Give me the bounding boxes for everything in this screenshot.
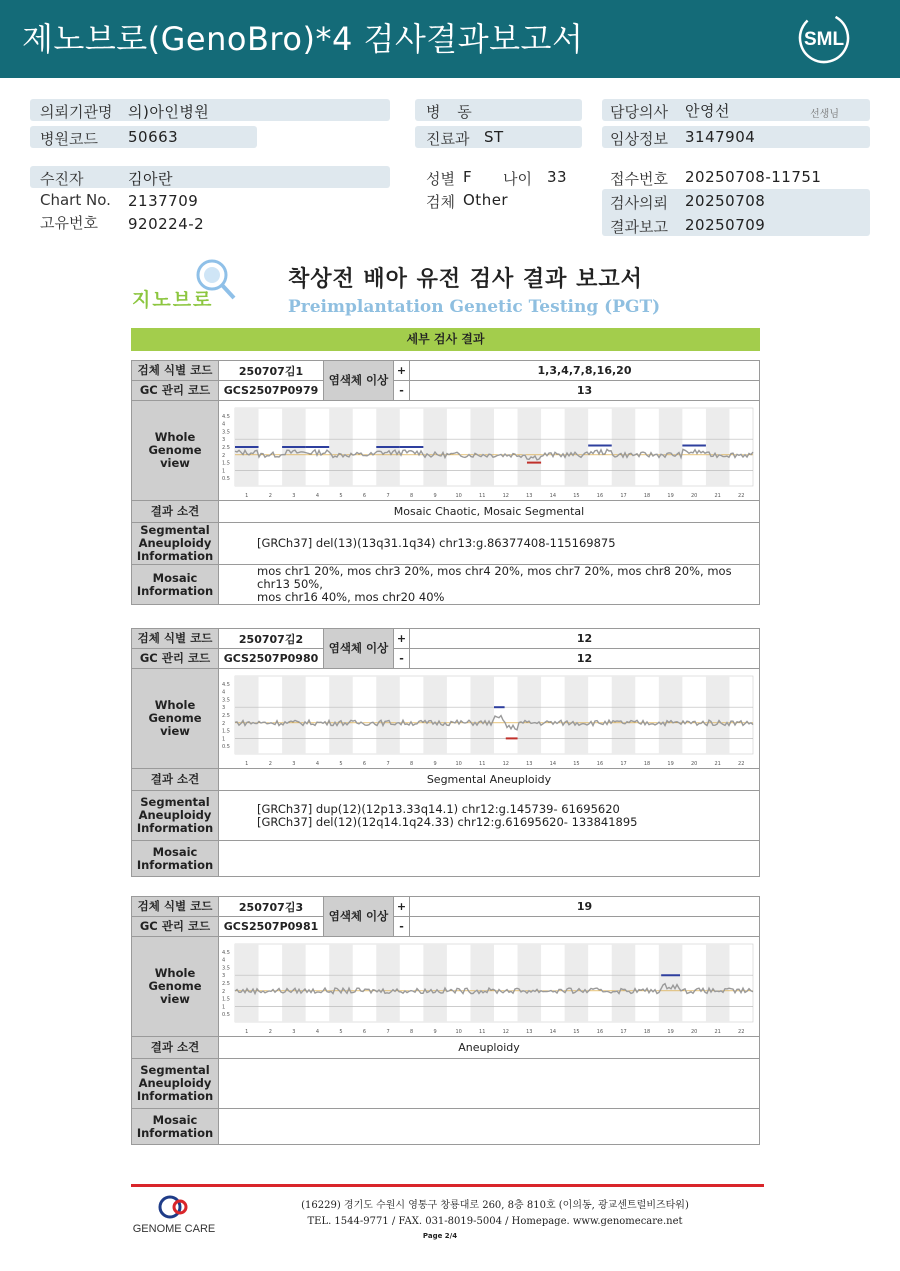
x-tick-label: 18 xyxy=(643,760,651,767)
y-tick-label: 4.5 xyxy=(222,681,230,688)
chromosome-band xyxy=(470,676,494,754)
x-tick-label: 4 xyxy=(315,492,320,499)
x-tick-label: 16 xyxy=(596,1028,604,1035)
y-tick-label: 3.5 xyxy=(222,964,230,971)
x-tick-label: 13 xyxy=(526,1028,533,1035)
x-tick-label: 20 xyxy=(690,492,698,499)
gc-code: GCS2507P0979 xyxy=(219,381,324,401)
x-tick-label: 3 xyxy=(292,760,296,767)
chromosome-band xyxy=(518,944,542,1022)
chromosome-band xyxy=(282,944,306,1022)
report-value: 20250709 xyxy=(685,216,766,234)
y-tick-label: 3 xyxy=(222,972,226,979)
x-tick-label: 4 xyxy=(315,760,320,767)
result-value: Mosaic Chaotic, Mosaic Segmental xyxy=(219,501,760,523)
whole-genome-label: Whole Genome view xyxy=(132,669,219,769)
x-tick-label: 2 xyxy=(268,760,272,767)
chromosome-band xyxy=(706,676,730,754)
gc-code-label: GC 관리 코드 xyxy=(132,381,219,401)
chromosome-band xyxy=(518,676,542,754)
x-tick-label: 17 xyxy=(620,492,627,499)
sample-block-1 xyxy=(131,360,760,605)
report-header xyxy=(0,0,900,78)
chromosome-band xyxy=(612,944,636,1022)
x-tick-label: 11 xyxy=(479,492,486,499)
abnormal-label: 염색체 이상 xyxy=(324,629,394,669)
x-tick-label: 10 xyxy=(455,492,462,499)
segmental-label: Segmental Aneuploidy Information xyxy=(132,791,219,841)
x-tick-label: 11 xyxy=(479,1028,486,1035)
x-tick-label: 16 xyxy=(596,492,604,499)
x-tick-label: 3 xyxy=(292,492,296,499)
result-value: Segmental Aneuploidy xyxy=(219,769,760,791)
x-tick-label: 9 xyxy=(433,492,437,499)
doctor-suffix: 선생님 xyxy=(810,109,839,120)
x-tick-label: 18 xyxy=(643,492,651,499)
x-tick-label: 9 xyxy=(433,1028,437,1035)
report-label: 결과보고 xyxy=(610,218,668,236)
unique-no-label: 고유번호 xyxy=(40,214,98,232)
gc-code: GCS2507P0981 xyxy=(219,917,324,937)
minus-sign: - xyxy=(394,917,410,937)
patient-row-bg xyxy=(30,166,390,188)
x-tick-label: 6 xyxy=(362,1028,367,1035)
plus-sign: + xyxy=(394,897,410,917)
footer-divider xyxy=(131,1184,764,1187)
plus-chromosomes: 19 xyxy=(410,897,760,917)
unique-no-value: 920224-2 xyxy=(128,215,205,233)
y-tick-label: 1.5 xyxy=(222,996,230,1003)
patient-label: 수진자 xyxy=(40,170,84,188)
mosaic-line-1: mos chr1 20%, mos chr3 20%, mos chr4 20%, mos chr7 20%, mos chr8 20%, mos chr13 50%, xyxy=(257,564,732,591)
mosaic-label: Mosaic Information xyxy=(132,1109,219,1145)
mosaic-value xyxy=(219,841,760,877)
segmental-label: Segmental Aneuploidy Information xyxy=(132,523,219,565)
x-tick-label: 6 xyxy=(362,760,367,767)
segmental-line-1: [GRCh37] del(13)(13q31.1q34) chr13:g.86377408-115169875 xyxy=(257,536,616,550)
chart-no-label: Chart No. xyxy=(40,191,111,209)
x-tick-label: 10 xyxy=(455,1028,462,1035)
chart-no-value: 2137709 xyxy=(128,192,199,210)
y-tick-label: 4 xyxy=(222,421,226,428)
sample-block-3 xyxy=(131,896,760,1145)
ward-label: 병 동 xyxy=(426,103,478,121)
x-tick-label: 22 xyxy=(738,760,745,767)
abnormal-label: 염색체 이상 xyxy=(324,897,394,937)
sample-code: 250707김3 xyxy=(219,897,324,917)
y-tick-label: 4 xyxy=(222,689,226,696)
x-tick-label: 16 xyxy=(596,760,604,767)
x-tick-label: 14 xyxy=(549,1028,557,1035)
x-tick-label: 21 xyxy=(714,1028,721,1035)
whole-genome-cell xyxy=(219,401,760,501)
chromosome-band xyxy=(423,944,447,1022)
result-label: 결과 소견 xyxy=(132,769,219,791)
segmental-line-2: [GRCh37] del(12)(12q14.1q24.33) chr12:g.61695620- 133841895 xyxy=(257,814,638,829)
hospital-code-label: 병원코드 xyxy=(40,130,98,148)
x-tick-label: 5 xyxy=(339,760,343,767)
x-tick-label: 5 xyxy=(339,492,343,499)
genome-care-logo xyxy=(124,1194,224,1238)
y-tick-label: 1 xyxy=(222,1003,226,1010)
x-tick-label: 12 xyxy=(502,492,509,499)
chromosome-band xyxy=(282,676,306,754)
mosaic-value xyxy=(219,1109,760,1145)
x-tick-label: 12 xyxy=(502,760,509,767)
request-value: 20250708 xyxy=(685,192,766,210)
y-tick-label: 3.5 xyxy=(222,696,230,703)
x-tick-label: 19 xyxy=(667,492,674,499)
receipt-label: 접수번호 xyxy=(610,170,668,188)
minus-chromosomes xyxy=(410,917,760,937)
sample-code: 250707김2 xyxy=(219,629,324,649)
x-tick-label: 2 xyxy=(268,1028,272,1035)
section-title: 세부 검사 결과 xyxy=(131,328,760,351)
x-tick-label: 20 xyxy=(690,760,698,767)
x-tick-label: 1 xyxy=(245,1028,249,1035)
chromosome-band xyxy=(659,676,683,754)
chromosome-band xyxy=(329,944,353,1022)
plus-sign: + xyxy=(394,361,410,381)
hospital-value: 의)아인병원 xyxy=(128,103,210,121)
chromosome-band xyxy=(659,408,683,486)
x-tick-label: 4 xyxy=(315,1028,320,1035)
chromosome-band xyxy=(423,676,447,754)
chromosome-band xyxy=(612,676,636,754)
mosaic-line-2: mos chr16 40%, mos chr20 40% xyxy=(257,590,445,604)
y-tick-label: 2.5 xyxy=(222,712,230,719)
x-tick-label: 19 xyxy=(667,1028,674,1035)
x-tick-label: 22 xyxy=(738,1028,745,1035)
whole-genome-label: Whole Genome view xyxy=(132,937,219,1037)
segmental-line-1: [GRCh37] dup(12)(12p13.33q14.1) chr12:g.145739- 61695620 xyxy=(257,801,620,816)
sample-code-label: 검체 식별 코드 xyxy=(132,897,219,917)
x-tick-label: 15 xyxy=(573,492,580,499)
abnormal-label: 염색체 이상 xyxy=(324,361,394,401)
x-tick-label: 7 xyxy=(386,1028,390,1035)
y-tick-label: 3 xyxy=(222,704,226,711)
segmental-value xyxy=(219,791,760,841)
genobro-logo xyxy=(130,254,245,314)
gc-code: GCS2507P0980 xyxy=(219,649,324,669)
plus-chromosomes: 1,3,4,7,8,16,20 xyxy=(410,361,760,381)
whole-genome-cell xyxy=(219,937,760,1037)
minus-chromosomes: 12 xyxy=(410,649,760,669)
y-tick-label: 4.5 xyxy=(222,413,230,420)
pgt-title-ko: 착상전 배아 유전 검사 결과 보고서 xyxy=(288,267,643,292)
chromosome-band xyxy=(706,944,730,1022)
y-tick-label: 2 xyxy=(222,452,226,459)
y-tick-label: 4 xyxy=(222,957,226,964)
y-tick-label: 4.5 xyxy=(222,949,230,956)
x-tick-label: 8 xyxy=(409,492,414,499)
x-tick-label: 6 xyxy=(362,492,367,499)
y-tick-label: 2 xyxy=(222,988,226,995)
x-tick-label: 11 xyxy=(479,760,486,767)
clinical-value: 3147904 xyxy=(685,128,756,146)
chromosome-band xyxy=(376,944,400,1022)
x-tick-label: 21 xyxy=(714,760,721,767)
x-tick-label: 5 xyxy=(339,1028,343,1035)
result-label: 결과 소견 xyxy=(132,501,219,523)
mosaic-value xyxy=(219,565,760,605)
patient-value: 김아란 xyxy=(128,170,173,188)
y-tick-label: 1 xyxy=(222,735,226,742)
chromosome-band xyxy=(565,676,589,754)
dept-label: 진료과 xyxy=(426,130,470,148)
x-tick-label: 22 xyxy=(738,492,745,499)
sml-logo xyxy=(796,12,852,64)
mosaic-label: Mosaic Information xyxy=(132,841,219,877)
footer-address-block xyxy=(300,1198,690,1230)
chromosome-band xyxy=(423,408,447,486)
x-tick-label: 7 xyxy=(386,492,390,499)
y-tick-label: 1 xyxy=(222,467,226,474)
plus-chromosomes: 12 xyxy=(410,629,760,649)
segmental-value xyxy=(219,1059,760,1109)
specimen-label: 검체 xyxy=(426,193,455,211)
gc-code-label: GC 관리 코드 xyxy=(132,649,219,669)
chromosome-band xyxy=(329,676,353,754)
minus-chromosomes: 13 xyxy=(410,381,760,401)
pgt-title-en: Preimplantation Genetic Testing (PGT) xyxy=(288,297,661,317)
plus-sign: + xyxy=(394,629,410,649)
y-tick-label: 3 xyxy=(222,436,226,443)
age-label: 나이 xyxy=(503,170,532,188)
x-tick-label: 3 xyxy=(292,1028,296,1035)
sample-code-label: 검체 식별 코드 xyxy=(132,361,219,381)
receipt-value: 20250708-11751 xyxy=(685,168,822,186)
dept-value: ST xyxy=(484,128,504,146)
request-label: 검사의뢰 xyxy=(610,194,668,212)
chromosome-band xyxy=(470,408,494,486)
segmental-label: Segmental Aneuploidy Information xyxy=(132,1059,219,1109)
sample-code-label: 검체 식별 코드 xyxy=(132,629,219,649)
footer-address: (16229) 경기도 수원시 영통구 창룡대로 260, 8층 810호 (이의동, 광교센트럴비즈타워) xyxy=(301,1200,689,1211)
result-value: Aneuploidy xyxy=(219,1037,760,1059)
x-tick-label: 20 xyxy=(690,1028,698,1035)
mosaic-label: Mosaic Information xyxy=(132,565,219,605)
doctor-label: 담당의사 xyxy=(610,103,668,121)
specimen-value: Other xyxy=(463,191,509,209)
minus-sign: - xyxy=(394,381,410,401)
chromosome-band xyxy=(565,944,589,1022)
chromosome-band xyxy=(518,408,542,486)
chromosome-band xyxy=(329,408,353,486)
chromosome-band xyxy=(235,944,259,1022)
x-tick-label: 15 xyxy=(573,1028,580,1035)
x-tick-label: 8 xyxy=(409,1028,414,1035)
x-tick-label: 7 xyxy=(386,760,390,767)
x-tick-label: 13 xyxy=(526,492,533,499)
x-tick-label: 18 xyxy=(643,1028,651,1035)
x-tick-label: 17 xyxy=(620,1028,627,1035)
y-tick-label: 0.5 xyxy=(222,1011,230,1018)
y-tick-label: 2.5 xyxy=(222,980,230,987)
chromosome-band xyxy=(565,408,589,486)
age-value: 33 xyxy=(547,168,568,186)
x-tick-label: 13 xyxy=(526,760,533,767)
chromosome-band xyxy=(376,676,400,754)
genome-plot xyxy=(219,938,759,1036)
page-number: Page 2/4 xyxy=(422,1232,458,1240)
x-tick-label: 1 xyxy=(245,760,249,767)
clinical-label: 임상정보 xyxy=(610,130,668,148)
minus-sign: - xyxy=(394,649,410,669)
genome-plot xyxy=(219,402,759,500)
x-tick-label: 15 xyxy=(573,760,580,767)
x-tick-label: 12 xyxy=(502,1028,509,1035)
sex-label: 성별 xyxy=(426,170,455,188)
x-tick-label: 1 xyxy=(245,492,249,499)
chromosome-band xyxy=(235,676,259,754)
x-tick-label: 10 xyxy=(455,760,462,767)
chromosome-band xyxy=(470,944,494,1022)
genobro-logo-text: 지노브로 xyxy=(132,289,214,311)
gc-code-label: GC 관리 코드 xyxy=(132,917,219,937)
report-title: 제노브로(GenoBro)*4 검사결과보고서 xyxy=(22,20,584,58)
hospital-code-value: 50663 xyxy=(128,128,179,146)
chromosome-band xyxy=(659,944,683,1022)
y-tick-label: 1.5 xyxy=(222,728,230,735)
genome-care-text: GENOME CARE xyxy=(132,1223,216,1235)
x-tick-label: 14 xyxy=(549,760,557,767)
y-tick-label: 2.5 xyxy=(222,444,230,451)
footer-contact: TEL. 1544-9771 / FAX. 031-8019-5004 / Homepage. www.genomecare.net xyxy=(307,1216,683,1227)
y-tick-label: 0.5 xyxy=(222,743,230,750)
x-tick-label: 8 xyxy=(409,760,414,767)
y-tick-label: 0.5 xyxy=(222,475,230,482)
x-tick-label: 21 xyxy=(714,492,721,499)
x-tick-label: 2 xyxy=(268,492,272,499)
x-tick-label: 9 xyxy=(433,760,437,767)
chromosome-band xyxy=(612,408,636,486)
x-tick-label: 17 xyxy=(620,760,627,767)
x-tick-label: 14 xyxy=(549,492,557,499)
y-tick-label: 3.5 xyxy=(222,428,230,435)
hospital-label: 의뢰기관명 xyxy=(40,103,113,121)
sml-logo-text: SML xyxy=(803,29,845,50)
genome-plot xyxy=(219,670,759,768)
sample-block-2 xyxy=(131,628,760,877)
chromosome-band xyxy=(706,408,730,486)
x-tick-label: 19 xyxy=(667,760,674,767)
y-tick-label: 2 xyxy=(222,720,226,727)
result-label: 결과 소견 xyxy=(132,1037,219,1059)
segmental-value xyxy=(219,523,760,565)
doctor-value: 안영선 xyxy=(685,102,730,120)
sample-code: 250707김1 xyxy=(219,361,324,381)
whole-genome-cell xyxy=(219,669,760,769)
sex-value: F xyxy=(463,168,473,186)
whole-genome-label: Whole Genome view xyxy=(132,401,219,501)
y-tick-label: 1.5 xyxy=(222,460,230,467)
